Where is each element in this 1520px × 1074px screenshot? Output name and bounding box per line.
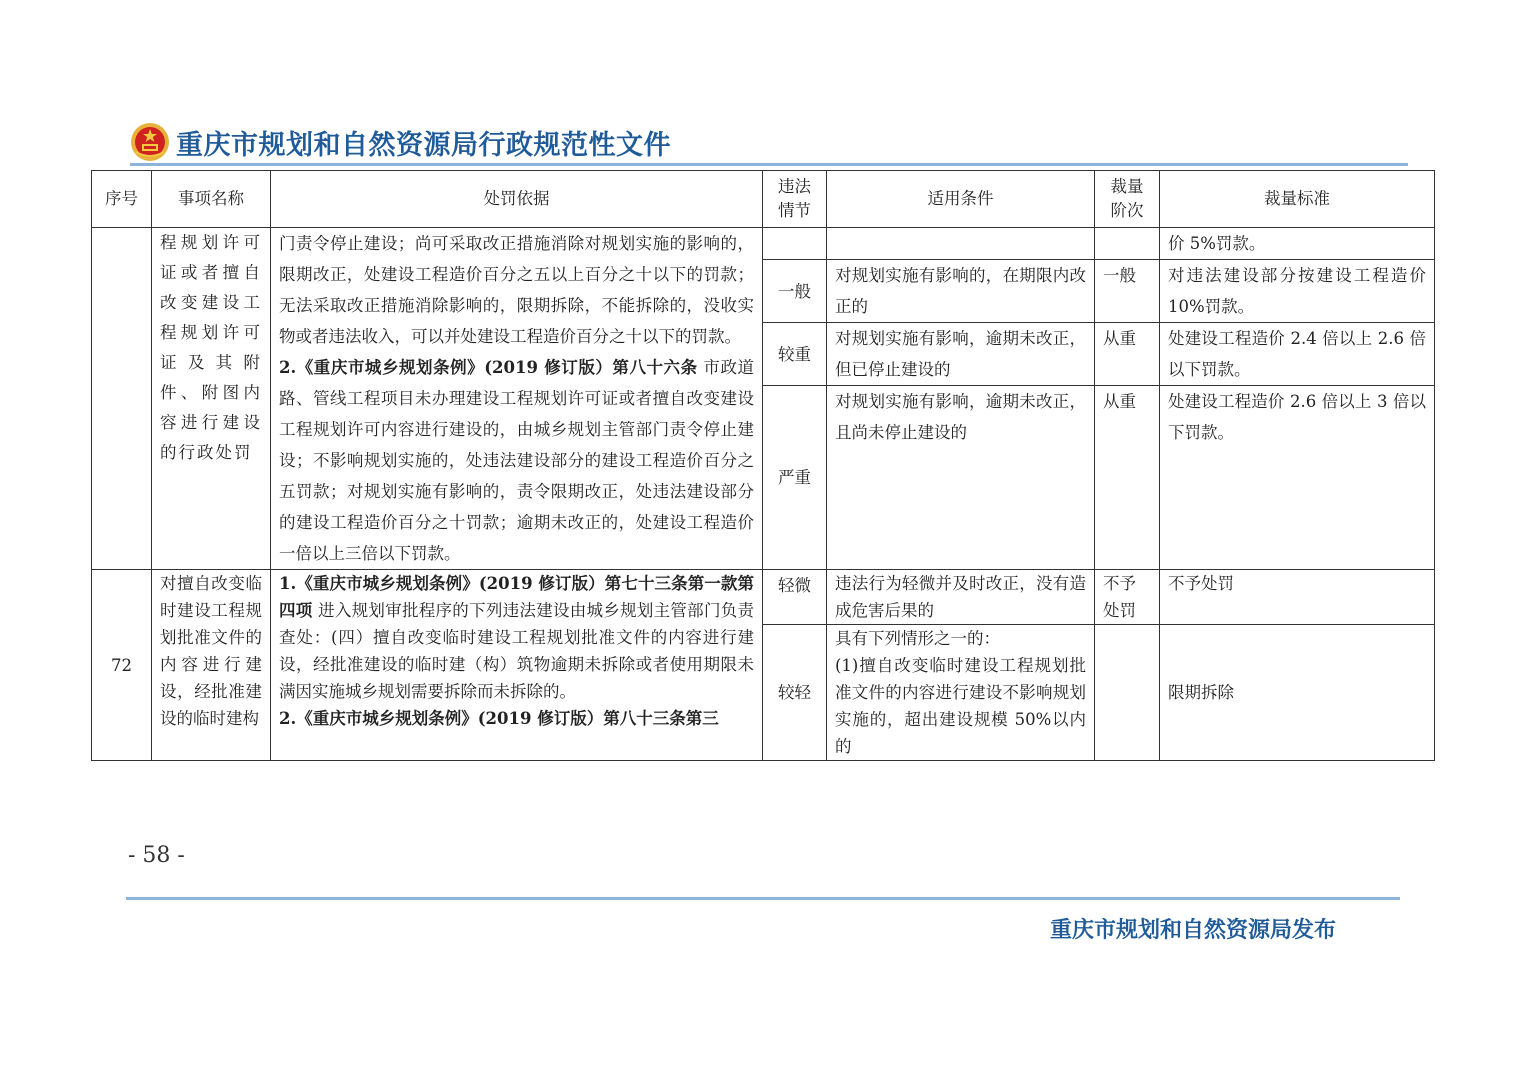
severity: 轻微 bbox=[763, 570, 827, 625]
discretion-standard: 限期拆除 bbox=[1160, 625, 1435, 761]
table-header-row bbox=[92, 171, 1435, 228]
condition: 对规划实施有影响，逾期未改正，且尚未停止建设的 bbox=[827, 386, 1095, 570]
condition: 违法行为轻微并及时改正，没有造成危害后果的 bbox=[827, 570, 1095, 625]
table-row bbox=[92, 228, 1435, 260]
item-name: 程规划许可证或者擅自改变建设工程规划许可证及其附件、附图内容进行建设的行政处罚 bbox=[152, 228, 271, 570]
footer-rule bbox=[126, 897, 1400, 900]
column-header-number: 序号 bbox=[92, 171, 152, 228]
item-name: 对擅自改变临时建设工程规划批准文件的内容进行建设，经批准建设的临时建构 bbox=[152, 570, 271, 761]
severity: 较轻 bbox=[763, 625, 827, 761]
header-rule bbox=[130, 163, 1408, 166]
discretion-standard: 对违法建设部分按建设工程造价 10%罚款。 bbox=[1160, 260, 1435, 323]
table-row bbox=[92, 570, 1435, 625]
column-header-penalty-basis: 处罚依据 bbox=[271, 171, 763, 228]
discretion-standard: 处建设工程造价 2.6 倍以上 3 倍以下罚款。 bbox=[1160, 386, 1435, 570]
header-title: 重庆市规划和自然资源局行政规范性文件 bbox=[176, 129, 671, 161]
basis-text: 市政道路、管线工程项目未办理建设工程规划许可证或者擅自改变建设工程规划许可内容进行建设的，由城乡规划主管部门责令停止建设；不影响规划实施的，处违法建设部分的建设工程造价百分之五罚款；对规划实施有影响的，责令限期改正，处违法建设部分的建设工程造价百分之十罚款；逾期未改正的，处建设工程造价一倍以上三倍以下罚款。 bbox=[279, 358, 755, 563]
condition bbox=[827, 625, 1095, 761]
basis-text: 门责令停止建设；尚可采取改正措施消除对规划实施的影响的，限期改正，处建设工程造价百分之五以上百分之十以下的罚款；无法采取改正措施消除影响的，限期拆除，不能拆除的，没收实物或者违法收入，可以并处建设工程造价百分之十以下的罚款。 bbox=[279, 234, 754, 346]
item-number: 72 bbox=[92, 570, 152, 761]
national-emblem-icon bbox=[130, 122, 170, 162]
footer-publisher: 重庆市规划和自然资源局发布 bbox=[1050, 918, 1337, 943]
column-header-condition: 适用条件 bbox=[827, 171, 1095, 228]
discretion-standard: 价 5%罚款。 bbox=[1160, 228, 1435, 260]
condition: 对规划实施有影响，逾期未改正，但已停止建设的 bbox=[827, 323, 1095, 386]
column-header-standard: 裁量标准 bbox=[1160, 171, 1435, 228]
page-number: - 58 - bbox=[128, 843, 185, 868]
basis-article-title: 2.《重庆市城乡规划条例》(2019 修订版）第八十三条第三 bbox=[279, 709, 719, 728]
penalty-basis bbox=[271, 228, 763, 570]
discretion-level: 从重 bbox=[1095, 323, 1160, 386]
discretion-standard: 不予处罚 bbox=[1160, 570, 1435, 625]
severity bbox=[763, 228, 827, 260]
discretion-level: 不予处罚 bbox=[1095, 570, 1160, 625]
condition: 对规划实施有影响的，在期限内改正的 bbox=[827, 260, 1095, 323]
discretion-level: 一般 bbox=[1095, 260, 1160, 323]
discretion-level: 从重 bbox=[1095, 386, 1160, 570]
basis-text: 进入规划审批程序的下列违法建设由城乡规划主管部门负责查处：(四）擅自改变临时建设工程规划批准文件的内容进行建设，经批准建设的临时建（构）筑物逾期未拆除或者使用期限未满因实施城乡规划需要拆除而未拆除的。 bbox=[279, 601, 755, 701]
penalty-discretion-table bbox=[91, 170, 1435, 761]
column-header-item-name: 事项名称 bbox=[152, 171, 271, 228]
discretion-level bbox=[1095, 625, 1160, 761]
document-header bbox=[130, 118, 671, 166]
column-header-level: 裁量 阶次 bbox=[1095, 171, 1160, 228]
discretion-level bbox=[1095, 228, 1160, 260]
penalty-basis bbox=[271, 570, 763, 761]
basis-article-title: 1.《重庆市城乡规划条例》(2019 修订版）第七十三条第一款第四项 bbox=[279, 574, 754, 620]
severity: 严重 bbox=[763, 386, 827, 570]
discretion-standard: 处建设工程造价 2.4 倍以上 2.6 倍以下罚款。 bbox=[1160, 323, 1435, 386]
condition bbox=[827, 228, 1095, 260]
item-number bbox=[92, 228, 152, 570]
severity: 较重 bbox=[763, 323, 827, 386]
severity: 一般 bbox=[763, 260, 827, 323]
basis-article-title: 2.《重庆市城乡规划条例》(2019 修订版）第八十六条 bbox=[279, 358, 698, 377]
condition-intro: 具有下列情形之一的： bbox=[835, 629, 1000, 648]
condition-item: (1)擅自改变临时建设工程规划批准文件的内容进行建设不影响规划实施的，超出建设规模 50%以内的 bbox=[835, 656, 1086, 756]
column-header-severity: 违法 情节 bbox=[763, 171, 827, 228]
